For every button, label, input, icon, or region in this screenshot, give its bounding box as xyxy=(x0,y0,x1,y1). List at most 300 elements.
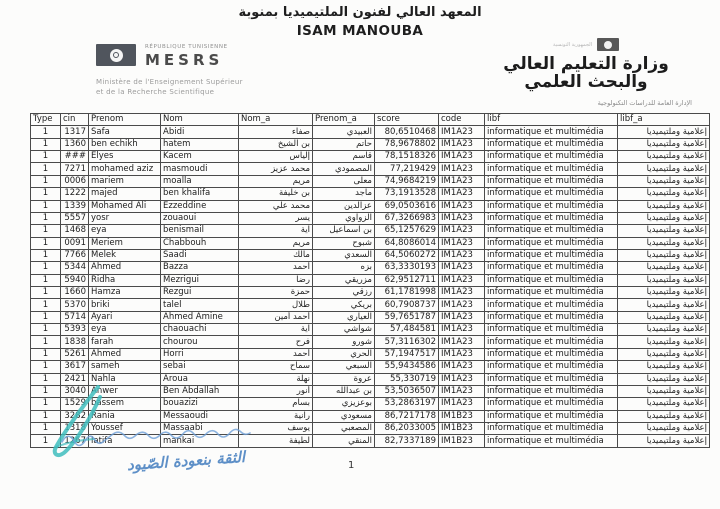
ministry-name-fr xyxy=(96,78,346,98)
cell-prenom_a: بن اسماعيل xyxy=(313,225,375,237)
cell-cin: 5261 xyxy=(61,348,89,360)
cell-nom_a: صفاء xyxy=(239,126,313,138)
cell-nom: chaouachi xyxy=(161,324,239,336)
cell-nom: moalla xyxy=(161,175,239,187)
cell-score: 57,3116302 xyxy=(375,336,439,348)
cell-score: 77,219429 xyxy=(375,163,439,175)
cell-nom_a: يوسف xyxy=(239,422,313,434)
column-header-code: code xyxy=(439,114,485,126)
cell-libf: informatique et multimédia xyxy=(485,348,618,360)
cell-prenom_a: بريكي xyxy=(313,299,375,311)
page-title-arabic: المعهد العالي لفنون الملتيميديا بمنوبة xyxy=(238,5,482,20)
cell-code: IM1A23 xyxy=(439,175,485,187)
cell-cin: 5393 xyxy=(61,324,89,336)
column-header-prenom_a: Prenom_a xyxy=(313,114,375,126)
cell-nom_a: طلال xyxy=(239,299,313,311)
cell-libf: informatique et multimédia xyxy=(485,237,618,249)
cell-code: IM1A23 xyxy=(439,237,485,249)
cell-score: 82,7337189 xyxy=(375,435,439,447)
cell-prenom: yosr xyxy=(89,212,161,224)
table-row xyxy=(31,348,710,360)
cell-cin: 2421 xyxy=(61,373,89,385)
cell-nom: Horri xyxy=(161,348,239,360)
cell-prenom_a: العبيدي xyxy=(313,126,375,138)
table-row xyxy=(31,175,710,187)
cell-type: 1 xyxy=(31,361,61,373)
table-row xyxy=(31,200,710,212)
table-row xyxy=(31,311,710,323)
cell-nom_a: أحمد xyxy=(239,262,313,274)
cell-score: 59,7651787 xyxy=(375,311,439,323)
cell-nom: Aroua xyxy=(161,373,239,385)
cell-cin: ### xyxy=(61,151,89,163)
cell-type: 1 xyxy=(31,188,61,200)
cell-prenom_a: معلى xyxy=(313,175,375,187)
cell-code: IM1A23 xyxy=(439,151,485,163)
cell-type: 1 xyxy=(31,435,61,447)
cell-libf_a: إعلامية وملتيميديا xyxy=(618,225,710,237)
cell-nom_a: بن الشيخ xyxy=(239,138,313,150)
cell-nom_a: فرح xyxy=(239,336,313,348)
cell-code: IM1A23 xyxy=(439,287,485,299)
cell-prenom: Youssef xyxy=(89,422,161,434)
cell-libf_a: إعلامية وملتيميديا xyxy=(618,324,710,336)
cell-nom: talel xyxy=(161,299,239,311)
cell-libf_a: إعلامية وملتيميديا xyxy=(618,274,710,286)
cell-type: 1 xyxy=(31,336,61,348)
cell-prenom: Safa xyxy=(89,126,161,138)
cell-prenom: briki xyxy=(89,299,161,311)
cell-libf_a: إعلامية وملتيميديا xyxy=(618,175,710,187)
cell-code: IM1A23 xyxy=(439,163,485,175)
table-row xyxy=(31,361,710,373)
cell-type: 1 xyxy=(31,373,61,385)
cell-prenom_a: الحري xyxy=(313,348,375,360)
cell-nom: Massaabi xyxy=(161,422,239,434)
cell-type: 1 xyxy=(31,151,61,163)
cell-libf_a: إعلامية وملتيميديا xyxy=(618,336,710,348)
cell-libf: informatique et multimédia xyxy=(485,336,618,348)
cell-score: 64,8086014 xyxy=(375,237,439,249)
cell-cin: 1660 xyxy=(61,287,89,299)
cell-prenom: Elyes xyxy=(89,151,161,163)
tunisia-flag-small-icon xyxy=(597,38,619,51)
column-header-prenom: Prenom xyxy=(89,114,161,126)
cell-code: IM1A23 xyxy=(439,249,485,261)
cell-prenom_a: العياري xyxy=(313,311,375,323)
cell-prenom_a: حاتم xyxy=(313,138,375,150)
cell-prenom: Ahmed xyxy=(89,348,161,360)
direction-generale-ar: الإدارة العامة للدراسات التكنولوجية xyxy=(597,99,692,107)
cell-code: IM1A23 xyxy=(439,311,485,323)
cell-code: IM1A23 xyxy=(439,373,485,385)
ministry-logo-arabic-block xyxy=(466,38,706,107)
cell-prenom_a: السبعي xyxy=(313,361,375,373)
cell-libf_a: إعلامية وملتيميديا xyxy=(618,422,710,434)
cell-libf_a: إعلامية وملتيميديا xyxy=(618,299,710,311)
cell-type: 1 xyxy=(31,348,61,360)
cell-score: 69,0503616 xyxy=(375,200,439,212)
cell-type: 1 xyxy=(31,274,61,286)
cell-nom_a: يسر xyxy=(239,212,313,224)
cell-score: 62,9512711 xyxy=(375,274,439,286)
cell-nom: mankai xyxy=(161,435,239,447)
cell-libf: informatique et multimédia xyxy=(485,188,618,200)
cell-cin: 5557 xyxy=(61,212,89,224)
cell-cin: 1360 xyxy=(61,138,89,150)
cell-prenom_a: شواشي xyxy=(313,324,375,336)
cell-libf_a: إعلامية وملتيميديا xyxy=(618,398,710,410)
cell-code: IM1A23 xyxy=(439,361,485,373)
cell-score: 65,1257629 xyxy=(375,225,439,237)
table-row xyxy=(31,249,710,261)
cell-prenom_a: بن عبدالله xyxy=(313,385,375,397)
cell-libf_a: إعلامية وملتيميديا xyxy=(618,151,710,163)
cell-nom_a: نهلة xyxy=(239,373,313,385)
mesrs-acronym: MESRS xyxy=(145,51,224,69)
cell-libf: informatique et multimédia xyxy=(485,398,618,410)
table-row xyxy=(31,138,710,150)
cell-libf_a: إعلامية وملتيميديا xyxy=(618,262,710,274)
cell-libf_a: إعلامية وملتيميديا xyxy=(618,287,710,299)
cell-libf: informatique et multimédia xyxy=(485,410,618,422)
cell-nom: Rezgui xyxy=(161,287,239,299)
cell-libf: informatique et multimédia xyxy=(485,361,618,373)
cell-prenom: Rania xyxy=(89,410,161,422)
cell-nom_a: سماح xyxy=(239,361,313,373)
cell-cin: 3617 xyxy=(61,361,89,373)
table-row xyxy=(31,373,710,385)
cell-nom_a: رانية xyxy=(239,410,313,422)
page-number: 1 xyxy=(348,460,355,471)
cell-nom: Abidi xyxy=(161,126,239,138)
cell-nom: Saadi xyxy=(161,249,239,261)
table-row xyxy=(31,324,710,336)
cell-prenom: Mohamed Ali xyxy=(89,200,161,212)
cell-score: 78,9678802 xyxy=(375,138,439,150)
cell-code: IM1B23 xyxy=(439,422,485,434)
cell-prenom: Anwer xyxy=(89,385,161,397)
table-row xyxy=(31,188,710,200)
cell-type: 1 xyxy=(31,299,61,311)
cell-cin: 1222 xyxy=(61,188,89,200)
cell-type: 1 xyxy=(31,225,61,237)
cell-prenom_a: عروة xyxy=(313,373,375,385)
cell-prenom_a: المصعبي xyxy=(313,422,375,434)
cell-code: IM1A23 xyxy=(439,225,485,237)
cell-libf: informatique et multimédia xyxy=(485,200,618,212)
cell-prenom: Meriem xyxy=(89,237,161,249)
cell-cin: 7271 xyxy=(61,163,89,175)
page-title-latin: ISAM MANOUBA xyxy=(296,23,424,39)
table-row xyxy=(31,126,710,138)
cell-nom_a: مالك xyxy=(239,249,313,261)
cell-nom_a: مريم xyxy=(239,237,313,249)
cell-prenom: latifa xyxy=(89,435,161,447)
column-header-nom_a: Nom_a xyxy=(239,114,313,126)
cell-cin: 5344 xyxy=(61,262,89,274)
cell-libf: informatique et multimédia xyxy=(485,151,618,163)
cell-libf_a: إعلامية وملتيميديا xyxy=(618,348,710,360)
cell-nom_a: رضا xyxy=(239,274,313,286)
cell-prenom: Melek xyxy=(89,249,161,261)
results-table xyxy=(30,113,710,448)
cell-nom_a: أحمد xyxy=(239,348,313,360)
cell-prenom_a: شورو xyxy=(313,336,375,348)
republic-label: RÉPUBLIQUE TUNISIENNE xyxy=(145,44,228,50)
cell-libf: informatique et multimédia xyxy=(485,435,618,447)
handwritten-note: الثقة بنعودة الصّيود xyxy=(126,447,246,475)
cell-code: IM1A23 xyxy=(439,188,485,200)
cell-cin: 3282 xyxy=(61,410,89,422)
cell-prenom_a: المصمودي xyxy=(313,163,375,175)
cell-score: 74,9684219 xyxy=(375,175,439,187)
table-row xyxy=(31,212,710,224)
table-row xyxy=(31,410,710,422)
cell-nom: benismail xyxy=(161,225,239,237)
ministry-name-ar-line1: وزارة التعليم العالي xyxy=(503,54,669,74)
table-row xyxy=(31,163,710,175)
cell-score: 55,9434586 xyxy=(375,361,439,373)
cell-prenom_a: مزريقي xyxy=(313,274,375,286)
cell-cin: 1317 xyxy=(61,126,89,138)
cell-type: 1 xyxy=(31,212,61,224)
cell-code: IM1A23 xyxy=(439,348,485,360)
cell-libf_a: إعلامية وملتيميديا xyxy=(618,237,710,249)
cell-libf: informatique et multimédia xyxy=(485,422,618,434)
cell-prenom_a: مسعودي xyxy=(313,410,375,422)
cell-score: 86,2033005 xyxy=(375,422,439,434)
cell-code: IM1A23 xyxy=(439,262,485,274)
cell-nom: Mezrigui xyxy=(161,274,239,286)
cell-nom: ben khalifa xyxy=(161,188,239,200)
cell-prenom: sameh xyxy=(89,361,161,373)
cell-libf_a: إعلامية وملتيميديا xyxy=(618,311,710,323)
cell-type: 1 xyxy=(31,311,61,323)
cell-libf: informatique et multimédia xyxy=(485,287,618,299)
ministry-name-ar-line2: والبحث العلمي xyxy=(524,72,648,92)
ministry-line2: et de la Recherche Scientifique xyxy=(96,87,215,96)
cell-code: IM1B23 xyxy=(439,410,485,422)
cell-score: 57,1947517 xyxy=(375,348,439,360)
cell-libf_a: إعلامية وملتيميديا xyxy=(618,126,710,138)
cell-nom: Chabbouh xyxy=(161,237,239,249)
cell-cin: 0006 xyxy=(61,175,89,187)
cell-nom_a: آية xyxy=(239,324,313,336)
cell-cin: 5370 xyxy=(61,299,89,311)
cell-libf: informatique et multimédia xyxy=(485,373,618,385)
cell-libf: informatique et multimédia xyxy=(485,311,618,323)
table-row xyxy=(31,151,710,163)
cell-code: IM1A23 xyxy=(439,274,485,286)
cell-score: 80,6510468 xyxy=(375,126,439,138)
cell-prenom: majed xyxy=(89,188,161,200)
cell-libf: informatique et multimédia xyxy=(485,324,618,336)
cell-libf: informatique et multimédia xyxy=(485,274,618,286)
cell-prenom: Hamza xyxy=(89,287,161,299)
cell-libf: informatique et multimédia xyxy=(485,249,618,261)
cell-libf_a: إعلامية وملتيميديا xyxy=(618,249,710,261)
column-header-nom: Nom xyxy=(161,114,239,126)
cell-nom_a: بسام xyxy=(239,398,313,410)
cell-nom: sebai xyxy=(161,361,239,373)
cell-nom_a: آية xyxy=(239,225,313,237)
cell-cin: 0091 xyxy=(61,237,89,249)
cell-cin: 7766 xyxy=(61,249,89,261)
cell-prenom: eya xyxy=(89,225,161,237)
cell-libf_a: إعلامية وملتيميديا xyxy=(618,385,710,397)
cell-cin: 1318 xyxy=(61,422,89,434)
cell-libf_a: إعلامية وملتيميديا xyxy=(618,163,710,175)
cell-score: 60,7908737 xyxy=(375,299,439,311)
cell-type: 1 xyxy=(31,138,61,150)
cell-type: 1 xyxy=(31,200,61,212)
cell-code: IM1A23 xyxy=(439,200,485,212)
cell-code: IM1A23 xyxy=(439,385,485,397)
cell-code: IM1A23 xyxy=(439,299,485,311)
cell-type: 1 xyxy=(31,237,61,249)
results-table-body xyxy=(31,126,710,447)
cell-code: IM1A23 xyxy=(439,138,485,150)
cell-score: 78,1518326 xyxy=(375,151,439,163)
cell-libf_a: إعلامية وملتيميديا xyxy=(618,361,710,373)
cell-nom: bouazizi xyxy=(161,398,239,410)
cell-type: 1 xyxy=(31,126,61,138)
cell-nom: masmoudi xyxy=(161,163,239,175)
table-row xyxy=(31,398,710,410)
cell-type: 1 xyxy=(31,163,61,175)
cell-type: 1 xyxy=(31,262,61,274)
handwritten-ink-overlay xyxy=(58,428,268,450)
cell-libf: informatique et multimédia xyxy=(485,212,618,224)
table-row xyxy=(31,287,710,299)
cell-nom_a: محمد عزيز xyxy=(239,163,313,175)
cell-score: 53,5036507 xyxy=(375,385,439,397)
table-row xyxy=(31,225,710,237)
cell-type: 1 xyxy=(31,398,61,410)
cell-prenom_a: عزالدين xyxy=(313,200,375,212)
cell-libf: informatique et multimédia xyxy=(485,299,618,311)
cell-code: IM1A23 xyxy=(439,212,485,224)
cell-prenom_a: ماجد xyxy=(313,188,375,200)
cell-prenom: farah xyxy=(89,336,161,348)
cell-libf_a: إعلامية وملتيميديا xyxy=(618,138,710,150)
cell-score: 86,7217178 xyxy=(375,410,439,422)
cell-libf: informatique et multimédia xyxy=(485,126,618,138)
cell-libf_a: إعلامية وملتيميديا xyxy=(618,410,710,422)
cell-score: 53,2863197 xyxy=(375,398,439,410)
cell-nom_a: لطيفة xyxy=(239,435,313,447)
cell-code: IM1B23 xyxy=(439,435,485,447)
column-header-libf: libf xyxy=(485,114,618,126)
cell-libf_a: إعلامية وملتيميديا xyxy=(618,373,710,385)
cell-cin: 1339 xyxy=(61,200,89,212)
table-row xyxy=(31,336,710,348)
cell-prenom_a: الزواوي xyxy=(313,212,375,224)
cell-nom: Messaoudi xyxy=(161,410,239,422)
ministry-line1: Ministère de l'Enseignement Supérieur xyxy=(96,78,243,86)
cell-prenom: Ridha xyxy=(89,274,161,286)
cell-code: IM1A23 xyxy=(439,126,485,138)
table-row xyxy=(31,274,710,286)
cell-libf_a: إعلامية وملتيميديا xyxy=(618,188,710,200)
table-header-row xyxy=(31,114,710,126)
cell-prenom_a: المنقي xyxy=(313,435,375,447)
cell-prenom: Ahmed xyxy=(89,262,161,274)
cell-type: 1 xyxy=(31,287,61,299)
cell-nom: chourou xyxy=(161,336,239,348)
cell-code: IM1A23 xyxy=(439,398,485,410)
cell-prenom_a: قاسم xyxy=(313,151,375,163)
cell-prenom_a: رزقي xyxy=(313,287,375,299)
cell-cin: 1267 xyxy=(61,435,89,447)
cell-score: 73,1913528 xyxy=(375,188,439,200)
cell-prenom: Nahla xyxy=(89,373,161,385)
column-header-cin: cin xyxy=(61,114,89,126)
cell-prenom_a: بوعزيزي xyxy=(313,398,375,410)
cell-cin: 5714 xyxy=(61,311,89,323)
cell-libf: informatique et multimédia xyxy=(485,262,618,274)
cell-cin: 1838 xyxy=(61,336,89,348)
cell-prenom: mohamed aziz xyxy=(89,163,161,175)
table-row xyxy=(31,385,710,397)
cell-code: IM1A23 xyxy=(439,324,485,336)
cell-nom_a: إلياس xyxy=(239,151,313,163)
cell-nom: Bazza xyxy=(161,262,239,274)
cell-prenom_a: شبوح xyxy=(313,237,375,249)
cell-nom: Kacem xyxy=(161,151,239,163)
cell-libf: informatique et multimédia xyxy=(485,385,618,397)
cell-nom: Ahmed Amine xyxy=(161,311,239,323)
cell-prenom: bassem xyxy=(89,398,161,410)
cell-cin: 1529 xyxy=(61,398,89,410)
cell-nom: Ezzeddine xyxy=(161,200,239,212)
cell-prenom: eya xyxy=(89,324,161,336)
cell-libf: informatique et multimédia xyxy=(485,225,618,237)
cell-score: 61,1781998 xyxy=(375,287,439,299)
cell-type: 1 xyxy=(31,410,61,422)
cell-score: 55,330719 xyxy=(375,373,439,385)
cell-nom_a: محمد علي xyxy=(239,200,313,212)
cell-libf: informatique et multimédia xyxy=(485,163,618,175)
cell-type: 1 xyxy=(31,324,61,336)
cell-score: 67,3266983 xyxy=(375,212,439,224)
cell-cin: 3040 xyxy=(61,385,89,397)
cell-score: 57,484581 xyxy=(375,324,439,336)
cell-prenom: mariem xyxy=(89,175,161,187)
table-row xyxy=(31,299,710,311)
cell-type: 1 xyxy=(31,385,61,397)
table-row xyxy=(31,262,710,274)
cell-libf_a: إعلامية وملتيميديا xyxy=(618,212,710,224)
cell-prenom_a: بزه xyxy=(313,262,375,274)
cell-nom_a: أحمد أمين xyxy=(239,311,313,323)
cell-nom_a: أنور xyxy=(239,385,313,397)
cell-prenom_a: السعدي xyxy=(313,249,375,261)
tunisia-flag-icon xyxy=(96,44,136,66)
cell-type: 1 xyxy=(31,422,61,434)
cell-nom: zouaoui xyxy=(161,212,239,224)
cell-nom_a: مريم xyxy=(239,175,313,187)
column-header-score: score xyxy=(375,114,439,126)
column-header-type: Type xyxy=(31,114,61,126)
cell-nom: hatem xyxy=(161,138,239,150)
cell-libf: informatique et multimédia xyxy=(485,138,618,150)
cell-nom_a: بن خليفة xyxy=(239,188,313,200)
cell-cin: 5940 xyxy=(61,274,89,286)
cell-type: 1 xyxy=(31,175,61,187)
column-header-libf_a: libf_a xyxy=(618,114,710,126)
